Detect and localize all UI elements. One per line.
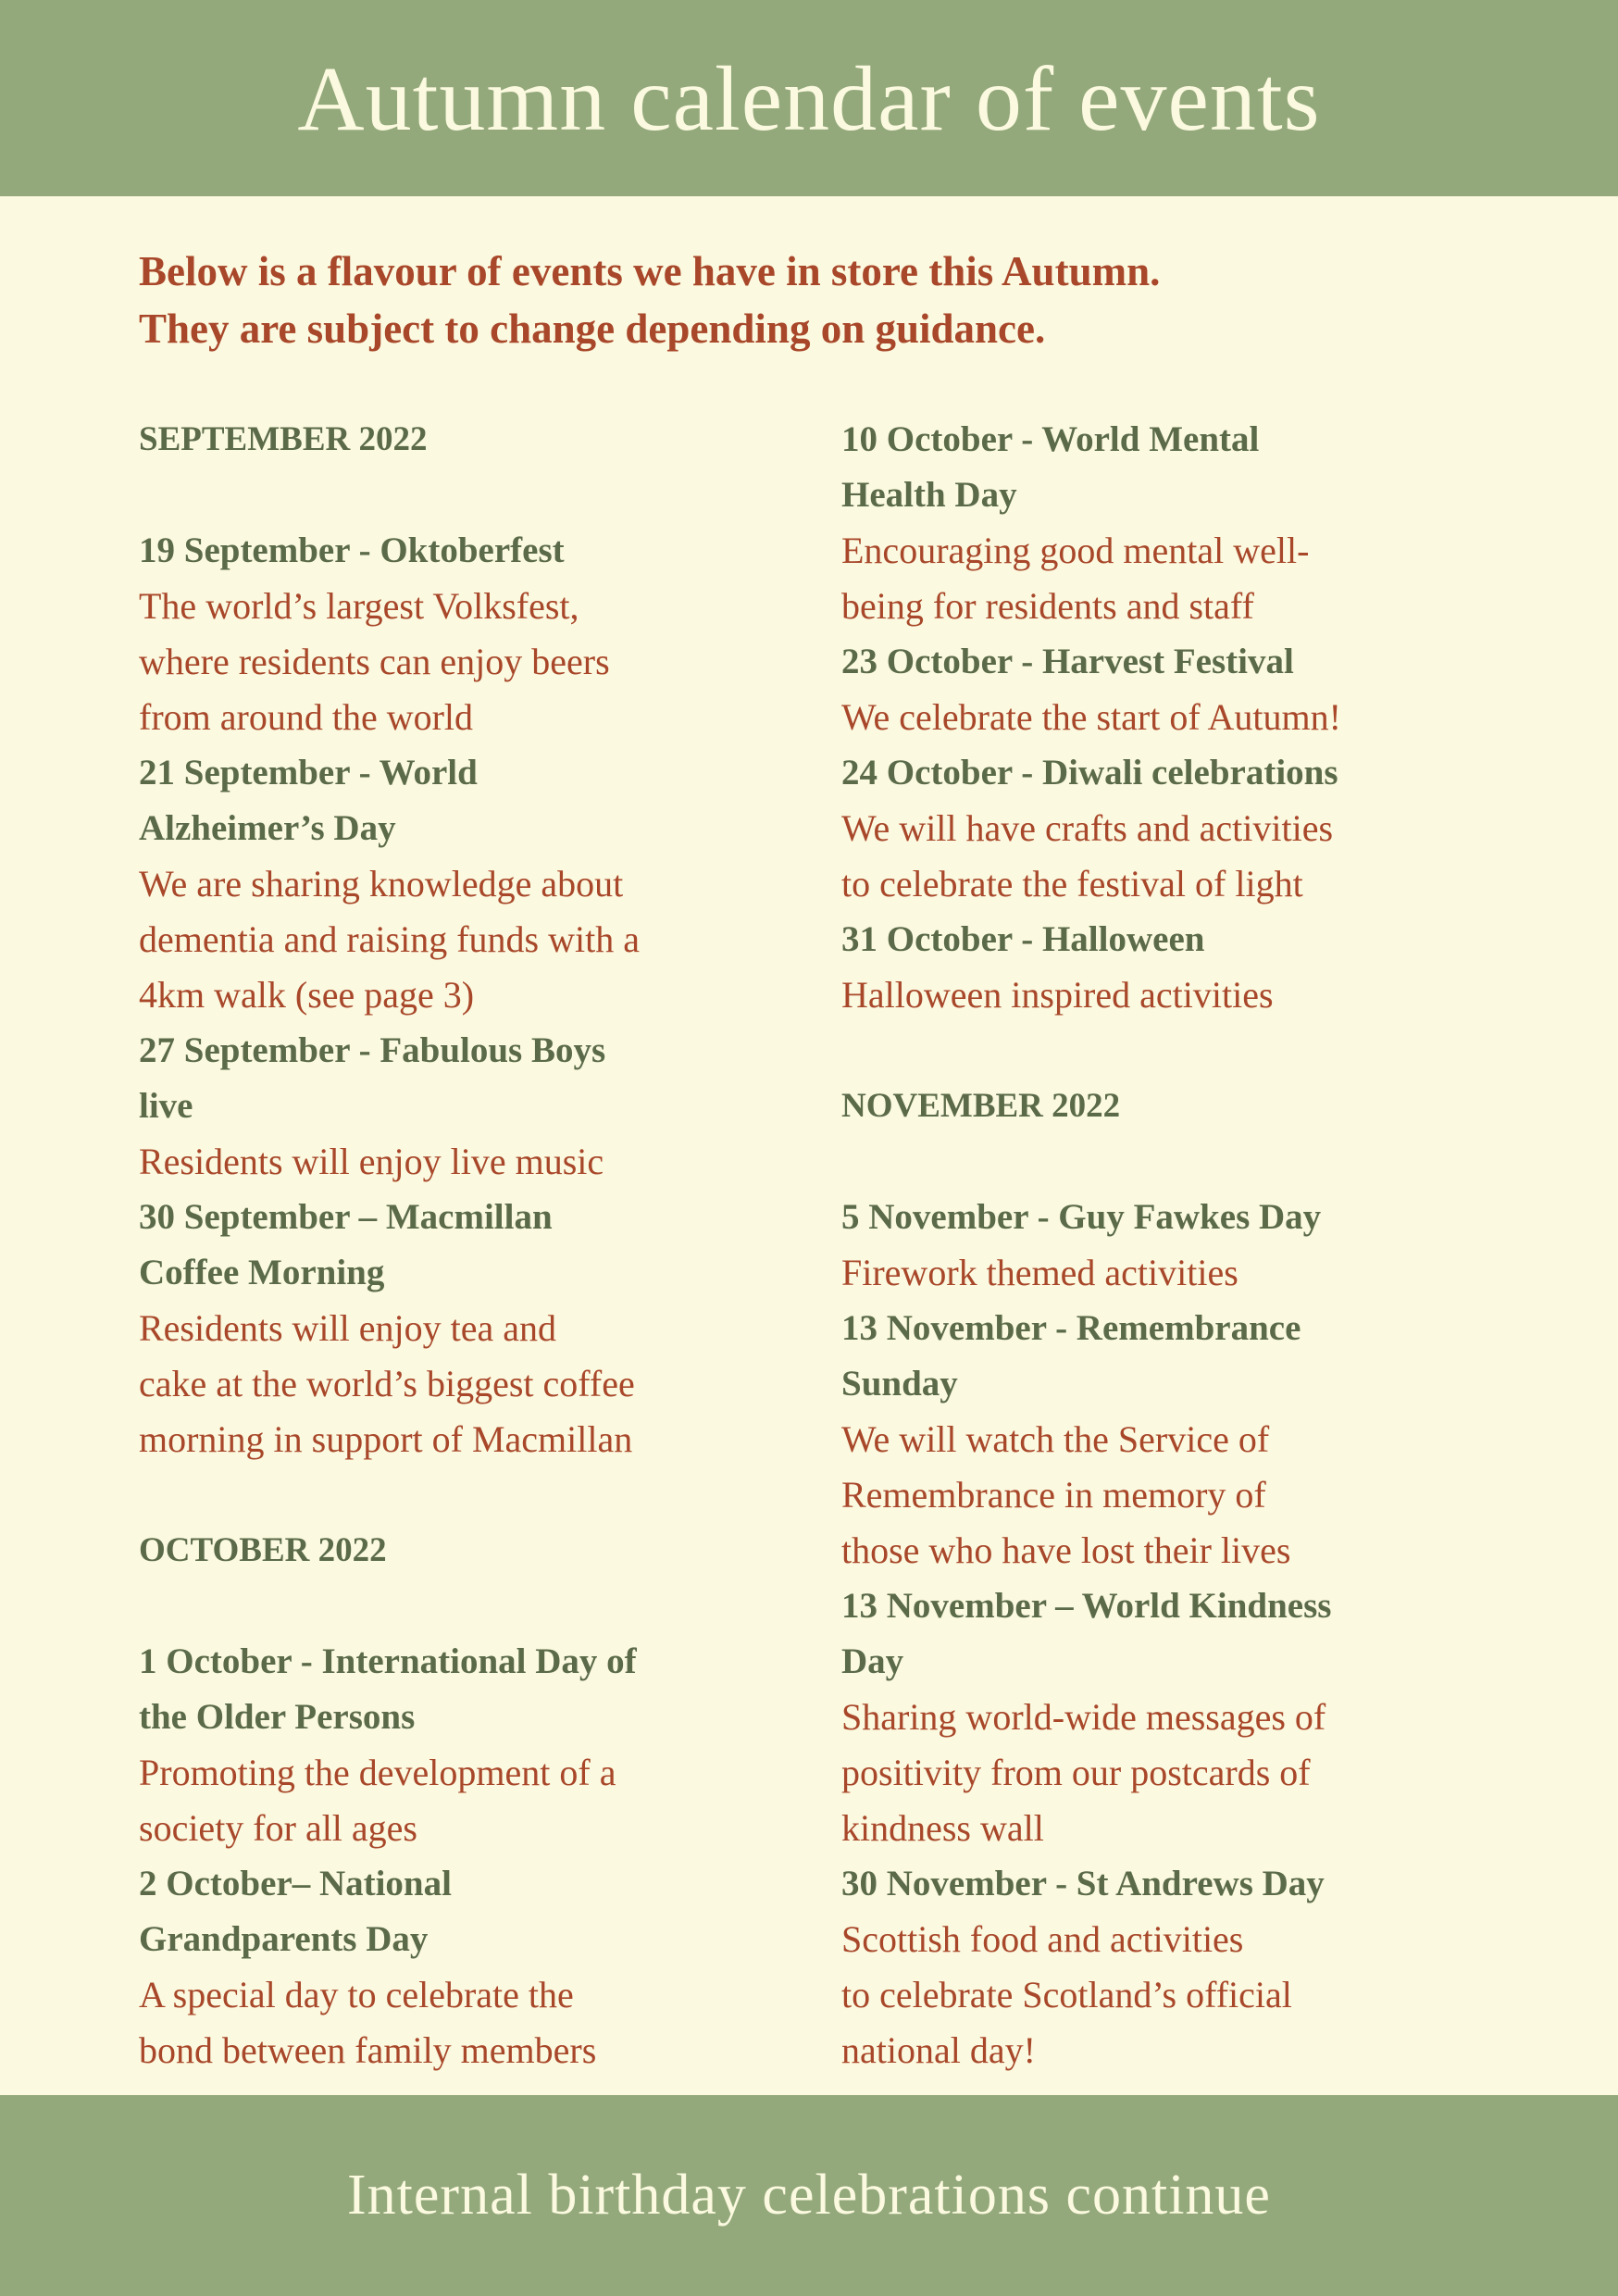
event-title: 13 November – World Kindness Day — [841, 1586, 1332, 1681]
event-description: Firework themed activities — [841, 1252, 1238, 1293]
event-title: 2 October– National Grandparents Day — [139, 1864, 452, 1959]
event-description: Scottish food and activities to celebrate Scotland’s official national day! — [841, 1918, 1292, 2071]
footer-text: Internal birthday celebrations continue — [347, 2164, 1271, 2227]
event-description: Residents will enjoy tea and cake at the world’s biggest coffee morning in support of Macmillan — [139, 1307, 635, 1460]
event-title: 21 September - World Alzheimer’s Day — [139, 753, 478, 848]
intro-text — [139, 243, 1490, 357]
event-title: 30 November - St Andrews Day — [841, 1864, 1325, 1903]
event-title: 19 September - Oktoberfest — [139, 530, 565, 570]
event-title: 10 October - World Mental Health Day — [841, 419, 1260, 515]
event-title: 1 October - International Day of the Older Persons — [139, 1641, 637, 1737]
event-item — [139, 1856, 787, 2078]
event-description: We will have crafts and activities to celebrate the festival of light — [841, 807, 1334, 905]
event-description: Halloween inspired activities — [841, 974, 1274, 1016]
event-title: 24 October - Diwali celebrations — [841, 753, 1338, 792]
event-item — [841, 745, 1508, 912]
event-item — [841, 634, 1508, 745]
event-title: 30 September – Macmillan Coffee Morning — [139, 1197, 553, 1292]
footer-banner — [0, 2095, 1618, 2296]
event-description: The world’s largest Volksfest, where residents can enjoy beers from around the world — [139, 585, 610, 738]
event-description: We will watch the Service of Remembrance in memory of those who have lost their lives — [841, 1418, 1291, 1571]
event-item — [841, 912, 1508, 1023]
event-title: 27 September - Fabulous Boys live — [139, 1030, 606, 1126]
event-description: We celebrate the start of Autumn! — [841, 696, 1341, 738]
month-heading-september: SEPTEMBER 2022 — [139, 420, 428, 458]
intro-line-1: Below is a flavour of events we have in store this Autumn. — [139, 248, 1161, 294]
event-title: 23 October - Harvest Festival — [841, 642, 1294, 681]
right-column — [841, 412, 1508, 2078]
event-description: Sharing world-wide messages of positivity from our postcards of kindness wall — [841, 1696, 1326, 1849]
event-description: Residents will enjoy live music — [139, 1141, 604, 1182]
month-heading-november: NOVEMBER 2022 — [841, 1087, 1121, 1125]
left-column — [139, 412, 787, 2078]
page-title: Autumn calendar of events — [297, 46, 1321, 150]
event-title: 13 November - Remembrance Sunday — [841, 1308, 1301, 1404]
event-description: A special day to celebrate the bond between family members — [139, 1974, 597, 2071]
event-item — [841, 1301, 1508, 1578]
event-description: Promoting the development of a society for all ages — [139, 1752, 616, 1849]
event-item — [139, 1190, 787, 1467]
event-title: 31 October - Halloween — [841, 919, 1205, 959]
page-title-banner — [0, 0, 1618, 196]
event-item — [139, 1634, 787, 1856]
event-item — [841, 1856, 1508, 2078]
intro-line-2: They are subject to change depending on guidance. — [139, 306, 1046, 352]
event-title: 5 November - Guy Fawkes Day — [841, 1197, 1322, 1237]
event-item — [139, 745, 787, 1023]
event-description: Encouraging good mental well- being for residents and staff — [841, 530, 1310, 627]
event-item — [841, 1578, 1508, 1856]
event-item — [841, 412, 1508, 634]
event-item — [139, 523, 787, 745]
event-item — [139, 1023, 787, 1190]
month-heading-october: OCTOBER 2022 — [139, 1531, 387, 1569]
event-description: We are sharing knowledge about dementia and raising funds with a 4km walk (see page 3) — [139, 863, 640, 1016]
event-item — [841, 1190, 1508, 1301]
